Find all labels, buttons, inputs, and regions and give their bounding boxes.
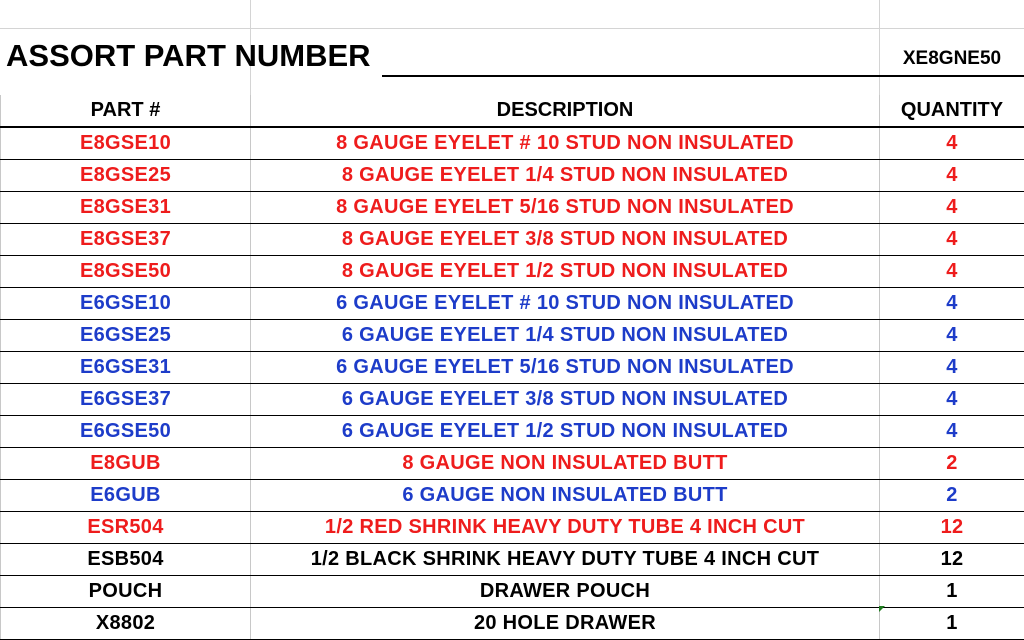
cell-comment-marker [879, 606, 885, 612]
table-row [1, 320, 1024, 352]
quantity-cell[interactable]: 2 [880, 480, 1024, 512]
column-header-description[interactable]: DESCRIPTION [251, 95, 880, 127]
description-cell[interactable]: 6 GAUGE EYELET 3/8 STUD NON INSULATED [251, 384, 880, 416]
part-cell[interactable]: E8GSE25 [1, 160, 251, 192]
quantity-cell[interactable]: 4 [880, 160, 1024, 192]
description-cell[interactable]: 6 GAUGE EYELET 5/16 STUD NON INSULATED [251, 352, 880, 384]
part-cell[interactable]: X8802 [1, 608, 251, 640]
quantity-cell[interactable]: 4 [880, 416, 1024, 448]
quantity-cell[interactable]: 1 [880, 576, 1024, 608]
table-row [1, 192, 1024, 224]
part-cell[interactable]: E6GSE10 [1, 288, 251, 320]
quantity-cell[interactable]: 4 [880, 127, 1024, 160]
description-cell[interactable]: 8 GAUGE EYELET 1/2 STUD NON INSULATED [251, 256, 880, 288]
part-cell[interactable]: E8GSE10 [1, 127, 251, 160]
column-header-part[interactable]: PART # [1, 95, 251, 127]
description-cell[interactable]: 20 HOLE DRAWER [251, 608, 880, 640]
part-cell[interactable]: POUCH [1, 576, 251, 608]
table-row [1, 448, 1024, 480]
description-cell[interactable]: DRAWER POUCH [251, 576, 880, 608]
quantity-cell[interactable]: 4 [880, 224, 1024, 256]
part-cell[interactable]: E8GSE50 [1, 256, 251, 288]
part-cell[interactable]: E6GSE31 [1, 352, 251, 384]
quantity-cell[interactable]: 2 [880, 448, 1024, 480]
table-row [1, 416, 1024, 448]
part-cell[interactable]: E6GUB [1, 480, 251, 512]
description-cell[interactable]: 6 GAUGE EYELET # 10 STUD NON INSULATED [251, 288, 880, 320]
description-cell[interactable]: 6 GAUGE NON INSULATED BUTT [251, 480, 880, 512]
part-cell[interactable]: E6GSE50 [1, 416, 251, 448]
part-cell[interactable]: E6GSE37 [1, 384, 251, 416]
description-cell[interactable]: 6 GAUGE EYELET 1/2 STUD NON INSULATED [251, 416, 880, 448]
column-header-quantity[interactable]: QUANTITY [880, 95, 1024, 127]
description-cell[interactable]: 8 GAUGE EYELET 5/16 STUD NON INSULATED [251, 192, 880, 224]
table-row [1, 352, 1024, 384]
sheet-title: ASSORT PART NUMBER [6, 38, 371, 74]
quantity-cell[interactable]: 4 [880, 320, 1024, 352]
grid-divider [0, 28, 1024, 29]
table-row [1, 608, 1024, 640]
table-row [1, 512, 1024, 544]
quantity-cell[interactable]: 12 [880, 512, 1024, 544]
table-row [1, 576, 1024, 608]
description-cell[interactable]: 8 GAUGE NON INSULATED BUTT [251, 448, 880, 480]
part-cell[interactable]: E8GUB [1, 448, 251, 480]
quantity-cell[interactable]: 4 [880, 192, 1024, 224]
quantity-cell[interactable]: 1 [880, 608, 1024, 640]
title-underline [382, 75, 1024, 77]
description-cell[interactable]: 6 GAUGE EYELET 1/4 STUD NON INSULATED [251, 320, 880, 352]
part-cell[interactable]: ESR504 [1, 512, 251, 544]
parts-table [0, 95, 1024, 640]
table-row [1, 384, 1024, 416]
description-cell[interactable]: 8 GAUGE EYELET 3/8 STUD NON INSULATED [251, 224, 880, 256]
description-cell[interactable]: 1/2 BLACK SHRINK HEAVY DUTY TUBE 4 INCH CUT [251, 544, 880, 576]
table-row [1, 224, 1024, 256]
quantity-cell[interactable]: 4 [880, 256, 1024, 288]
header-row [1, 95, 1024, 127]
part-cell[interactable]: ESB504 [1, 544, 251, 576]
table-row [1, 288, 1024, 320]
table-row [1, 160, 1024, 192]
quantity-cell[interactable]: 4 [880, 352, 1024, 384]
assort-code: XE8GNE50 [880, 48, 1024, 70]
description-cell[interactable]: 8 GAUGE EYELET 1/4 STUD NON INSULATED [251, 160, 880, 192]
table-row [1, 544, 1024, 576]
table-row [1, 127, 1024, 160]
part-cell[interactable]: E6GSE25 [1, 320, 251, 352]
description-cell[interactable]: 8 GAUGE EYELET # 10 STUD NON INSULATED [251, 127, 880, 160]
quantity-cell[interactable]: 4 [880, 288, 1024, 320]
table-row [1, 480, 1024, 512]
part-cell[interactable]: E8GSE37 [1, 224, 251, 256]
quantity-cell[interactable]: 4 [880, 384, 1024, 416]
part-cell[interactable]: E8GSE31 [1, 192, 251, 224]
description-cell[interactable]: 1/2 RED SHRINK HEAVY DUTY TUBE 4 INCH CUT [251, 512, 880, 544]
table-row [1, 256, 1024, 288]
quantity-cell[interactable]: 12 [880, 544, 1024, 576]
